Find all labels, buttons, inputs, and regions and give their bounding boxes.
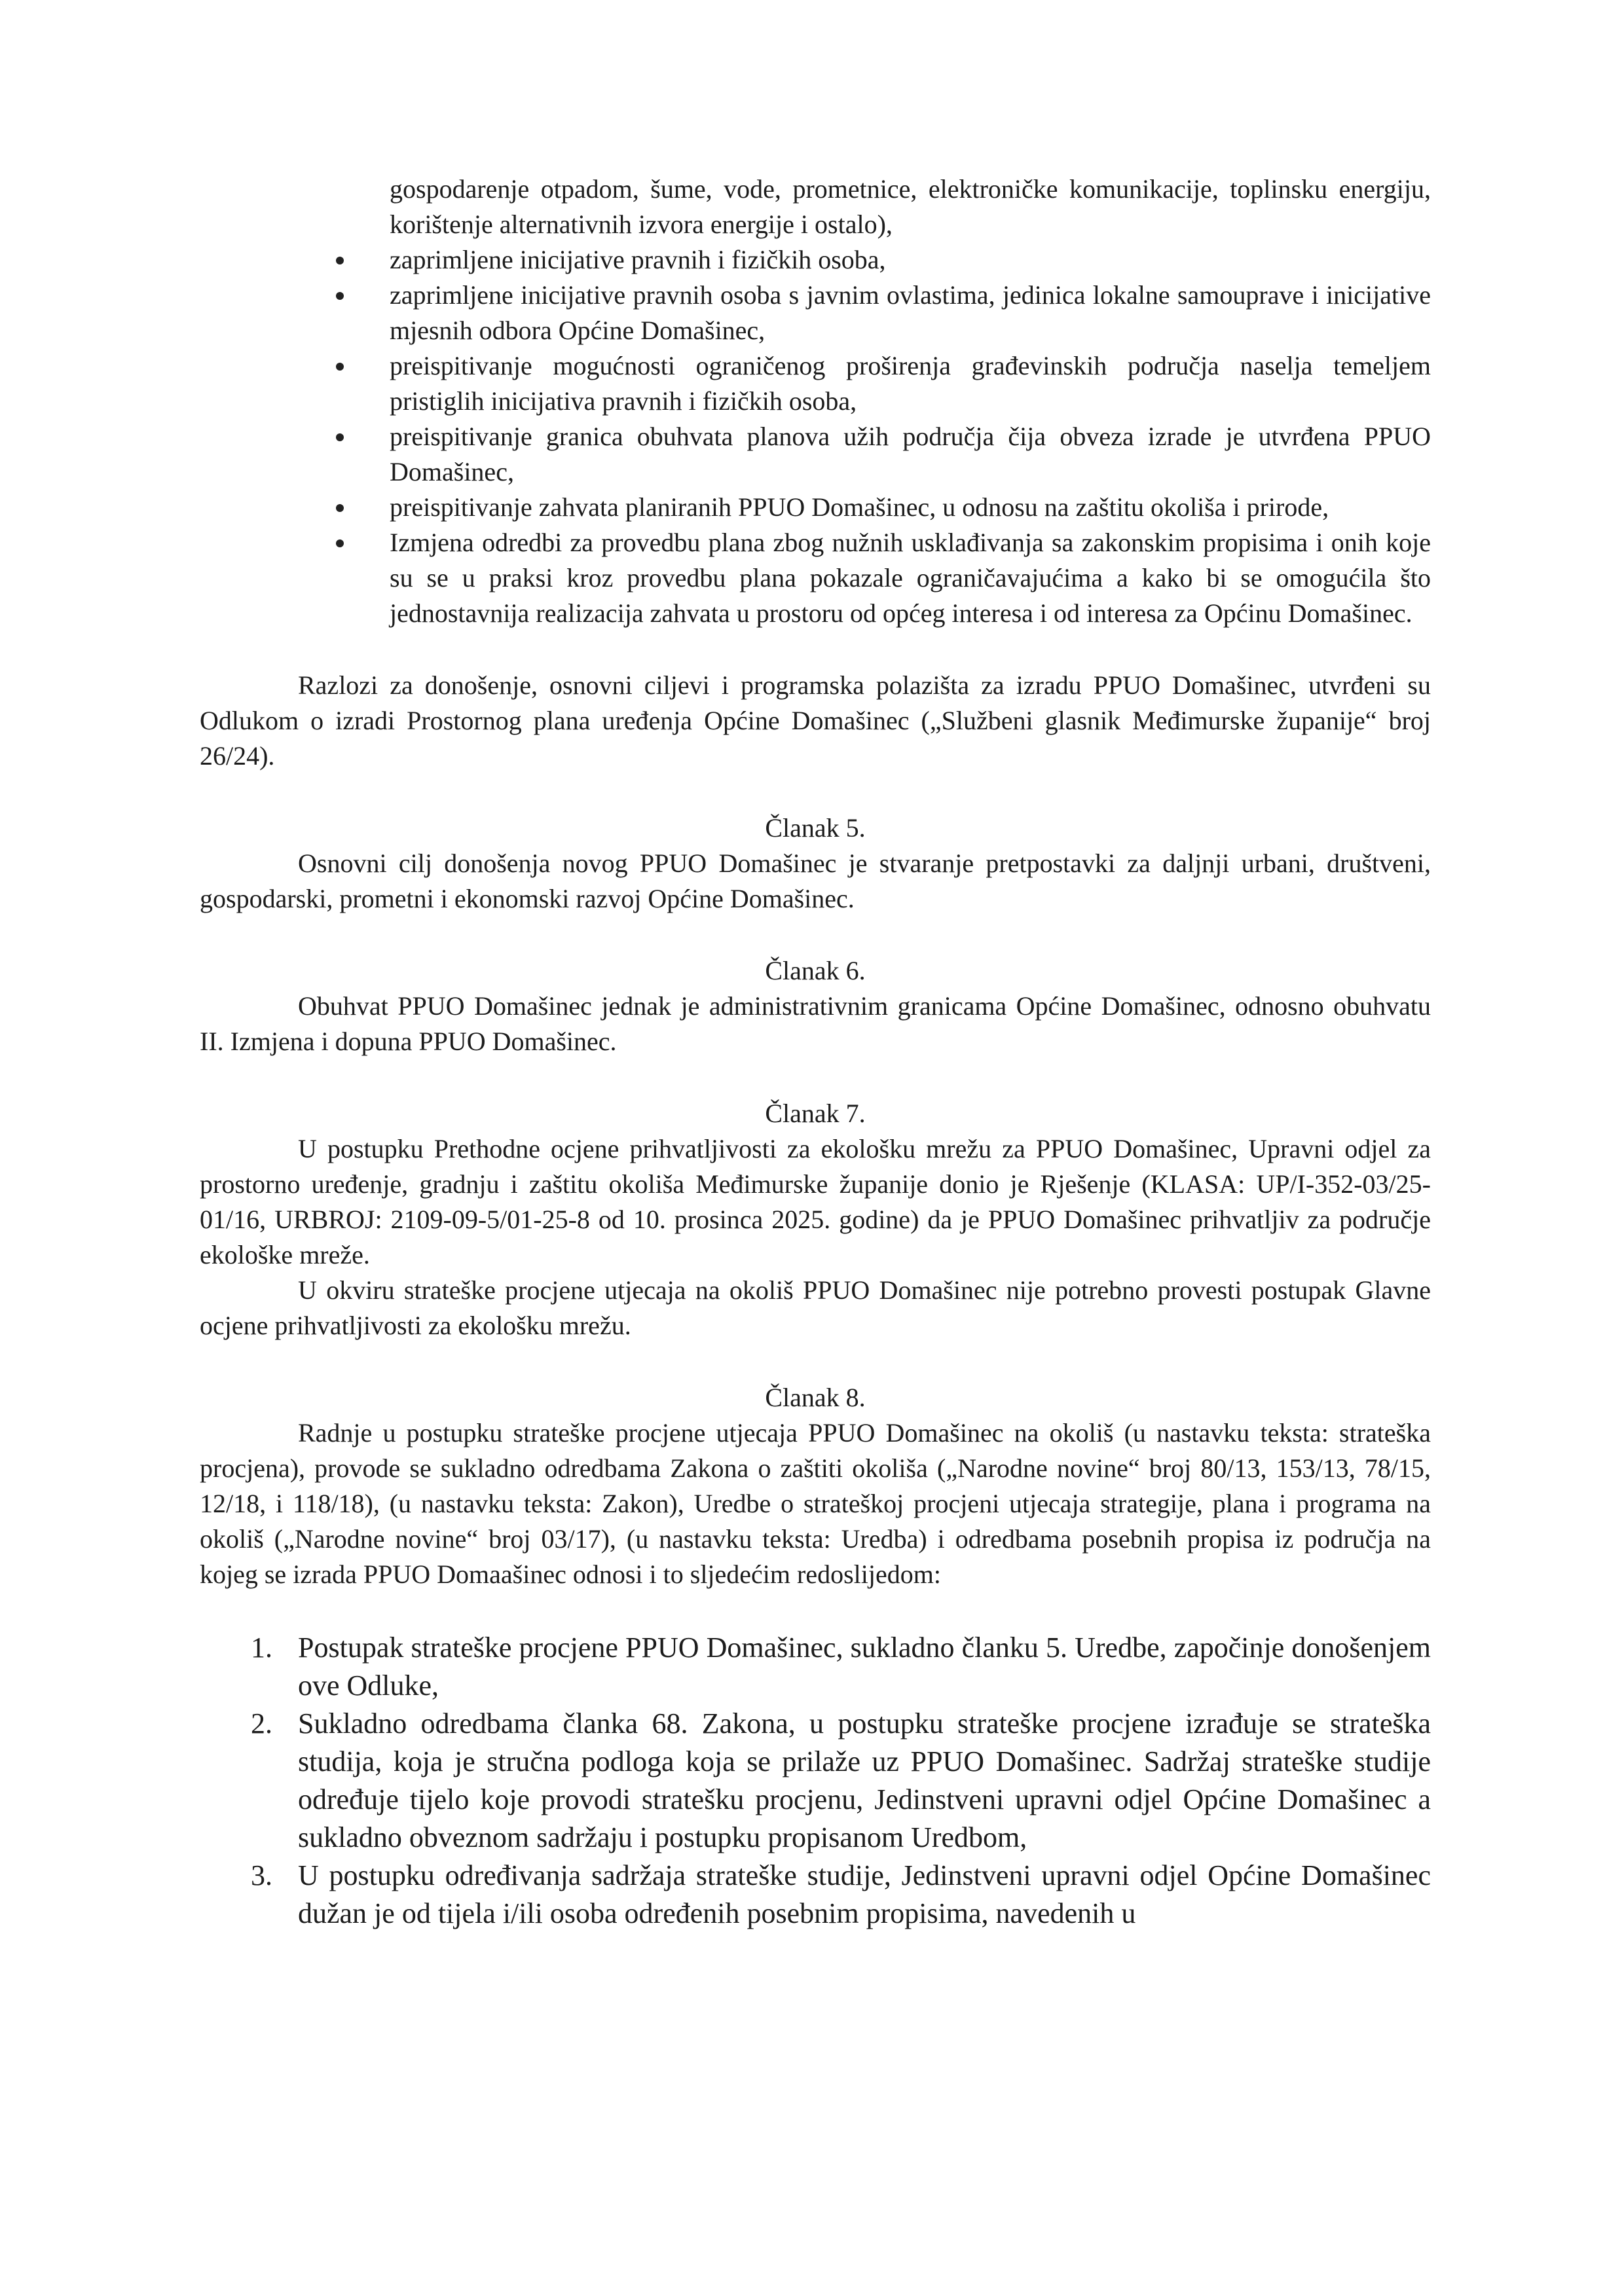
list-item: [390, 419, 1431, 490]
list-item: [390, 348, 1431, 419]
list-item-text: zaprimljene inicijative pravnih i fizičkih osoba,: [390, 245, 886, 274]
list-item-continuation: [390, 172, 1431, 242]
list-item: [390, 525, 1431, 631]
bullet-icon: [336, 257, 344, 264]
article-title: Članak 6.: [765, 956, 866, 985]
article-8: [200, 1380, 1431, 1592]
article-6: [200, 953, 1431, 1059]
document-body: [200, 172, 1431, 1933]
article-7: [200, 1096, 1431, 1343]
article-paragraph: Osnovni cilj donošenja novog PPUO Domašinec je stvaranje pretpostavki za daljnji urbani, društveni, gospodarski, prometni i ekonomski razvoj Općine Domašinec.: [200, 848, 1431, 913]
list-item: [390, 490, 1431, 525]
article-paragraph: Obuhvat PPUO Domašinec jednak je administrativnim granicama Općine Domašinec, odnosno obuhvatu II. Izmjena i dopuna PPUO Domašinec.: [200, 991, 1431, 1056]
list-number: 1.: [251, 1631, 272, 1664]
bullet-icon: [336, 504, 344, 512]
article-title: Članak 7.: [765, 1099, 866, 1128]
bullet-list: [200, 172, 1431, 631]
list-item-text: zaprimljene inicijative pravnih osoba s javnim ovlastima, jedinica lokalne samouprave i inicijative mjesnih odbora Općine Domašinec,: [390, 280, 1431, 345]
article-title: Članak 5.: [765, 813, 866, 843]
list-item-text: preispitivanje granica obuhvata planova užih područja čija obveza izrade je utvrđena PPUO Domašinec,: [390, 422, 1431, 486]
list-item: [251, 1857, 1431, 1933]
list-item-text: Izmjena odredbi za provedbu plana zbog nužnih usklađivanja sa zakonskim propisima i onih koje su se u praksi kroz provedbu plana pokazale ograničavajućima a kako bi se omogućila što jednostavnija realizacija zahvata u prostoru od općeg interesa i od interesa za Općinu Domašinec.: [390, 528, 1431, 628]
article-paragraph: U okviru strateške procjene utjecaja na okoliš PPUO Domašinec nije potrebno provesti postupak Glavne ocjene prihvatljivosti za ekološku mrežu.: [200, 1275, 1431, 1340]
article-5: [200, 811, 1431, 917]
list-item: [390, 242, 1431, 278]
article-paragraph: Radnje u postupku strateške procjene utjecaja PPUO Domašinec na okoliš (u nastavku teksta: strateška procjena), provode se sukladno odredbama Zakona o zaštiti okoliša („Narodne novine“ broj 80/13, 153/13, 78/15, 12/18, i 118/18), (u nastavku teksta: Zakon), Uredbe o strateškoj procjeni utjecaja strategije, plana i programa na okoliš („Narodne novine“ broj 03/17), (u nastavku teksta: Uredba) i odredbama posebnih propisa iz područja na kojeg se izrada PPUO Domaašinec odnosi i to sljedećim redoslijedom:: [200, 1418, 1431, 1589]
list-item-text: preispitivanje mogućnosti ograničenog proširenja građevinskih područja naselja temeljem pristiglih inicijativa pravnih i fizičkih osoba,: [390, 351, 1431, 416]
numbered-list: [200, 1629, 1431, 1933]
list-number: 3.: [251, 1859, 272, 1891]
list-item-text: preispitivanje zahvata planiranih PPUO Domašinec, u odnosu na zaštitu okoliša i prirode,: [390, 492, 1329, 522]
list-item: [251, 1629, 1431, 1705]
list-item-text: Postupak strateške procjene PPUO Domašinec, sukladno članku 5. Uredbe, započinje donošenjem ove Odluke,: [298, 1631, 1431, 1702]
article-paragraph: U postupku Prethodne ocjene prihvatljivosti za ekološku mrežu za PPUO Domašinec, Upravni odjel za prostorno uređenje, gradnju i zaštitu okoliša Međimurske županije donio je Rješenje (KLASA: UP/I-352-03/25-01/16, URBROJ: 2109-09-5/01-25-8 od 10. prosinca 2025. godine) da je PPUO Domašinec prihvatljiv za područje ekološke mreže.: [200, 1134, 1431, 1269]
list-number: 2.: [251, 1707, 272, 1740]
reasons-paragraph: Razlozi za donošenje, osnovni ciljevi i programska polazišta za izradu PPUO Domašinec, utvrđeni su Odlukom o izradi Prostornog plana uređenja Općine Domašinec („Službeni glasnik Međimurske županije“ broj 26/24).: [200, 670, 1431, 771]
list-item-text: U postupku određivanja sadržaja strateške studije, Jedinstveni upravni odjel Općine Domašinec dužan je od tijela i/ili osoba određenih posebnim propisima, navedenih u: [298, 1859, 1431, 1929]
list-item-text: Sukladno odredbama članka 68. Zakona, u postupku strateške procjene izrađuje se strateška studija, koja je stručna podloga koja se prilaže uz PPUO Domašinec. Sadržaj strateške studije određuje tijelo koje provodi stratešku procjenu, Jedinstveni upravni odjel Općine Domašinec a sukladno obveznom sadržaju i postupku propisanom Uredbom,: [298, 1707, 1431, 1853]
article-title: Članak 8.: [765, 1383, 866, 1412]
bullet-icon: [336, 292, 344, 300]
list-item: [251, 1705, 1431, 1857]
bullet-icon: [336, 539, 344, 547]
bullet-icon: [336, 363, 344, 371]
bullet-icon: [336, 433, 344, 441]
list-item-text: gospodarenje otpadom, šume, vode, prometnice, elektroničke komunikacije, toplinsku energiju, korištenje alternativnih izvora energije i ostalo),: [390, 174, 1431, 239]
list-item: [390, 278, 1431, 348]
